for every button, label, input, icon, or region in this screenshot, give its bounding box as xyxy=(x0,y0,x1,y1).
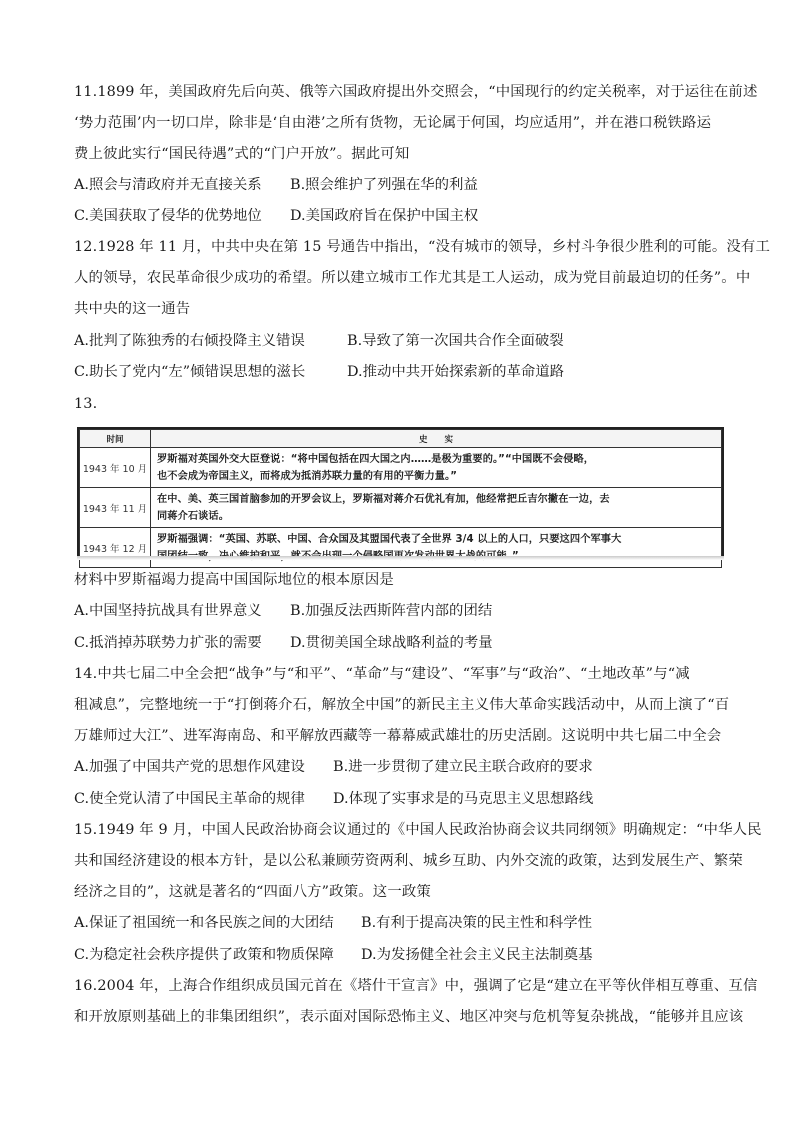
table-row xyxy=(80,528,722,568)
question-stem-line: 共和国经济建设的根本方针，是以公私兼顾劳资两利、城乡互助、内外交流的政策，达到发展生产、繁荣 xyxy=(74,853,743,869)
option-b[interactable]: B.加强反法西斯阵营内部的团结 xyxy=(290,603,493,619)
table-header-fact: 史 实 xyxy=(151,430,722,448)
fact-line: 罗斯福对英国外交大臣登说：“将中国包括在四大国之内……是极为重要的。”“中国既不会侵略， xyxy=(157,454,595,465)
option-a[interactable]: A.中国坚持抗战具有世界意义 xyxy=(74,603,262,619)
fact-line: 在中、美、英三国首脑参加的开罗会议上，罗斯福对蒋介石优礼有加，他经常把丘吉尔撇在一边，去 xyxy=(157,494,610,505)
question-stem-line: 共中央的这一通告 xyxy=(74,301,191,317)
option-d[interactable]: D.美国政府旨在保护中国主权 xyxy=(290,208,479,224)
question-stem-line: 11.1899 年，美国政府先后向英、俄等六国政府提出外交照会，“中国现行的约定关税率，对于运往在前述 xyxy=(74,84,758,100)
question-stem-line: 万雄师过大江”、进军海南岛、和平解放西藏等一幕幕威武雄壮的历史活剧。这说明中共七届二中全会 xyxy=(74,728,722,744)
option-a[interactable]: A.照会与清政府并无直接关系 xyxy=(74,177,262,193)
question-stem-line: 人的领导，农民革命很少成功的希望。所以建立城市工作尤其是工人运动，成为党目前最迫切的任务”。中 xyxy=(74,270,751,286)
history-facts-table xyxy=(77,427,724,558)
option-b[interactable]: B.进一步贯彻了建立民主联合政府的要求 xyxy=(333,759,593,775)
option-d[interactable]: D.贯彻美国全球战略利益的考量 xyxy=(290,635,493,651)
table-row xyxy=(80,448,722,488)
option-c[interactable]: C.为稳定社会秩序提供了政策和物质保障 xyxy=(74,947,334,963)
question-number: 13. xyxy=(74,396,98,412)
table-header-time: 时间 xyxy=(80,430,151,448)
fact-line: 也不会成为帝国主义，而将成为抵消苏联力量的有用的平衡力量。” xyxy=(157,471,458,482)
table-row xyxy=(80,488,722,528)
question-stem-line: ‘势力范围’内一切口岸，除非是‘自由港’之所有货物，无论属于何国，均应适用”，并在港口税铁路运 xyxy=(74,115,712,131)
option-c[interactable]: C.抵消掉苏联势力扩张的需要 xyxy=(74,635,262,651)
question-stem-line: 经济之目的”，这就是著名的“四面八方”政策。这一政策 xyxy=(74,884,431,900)
question-stem-line: 14.中共七届二中全会把“战争”与“和平”、“革命”与“建设”、“军事”与“政治”、“土地改革”与“减 xyxy=(74,666,690,682)
option-d[interactable]: D.体现了实事求是的马克思主义思想路线 xyxy=(333,791,594,807)
fact-line: 同蒋介石谈话。 xyxy=(157,511,230,522)
question-stem-line: 和开放原则基础上的非集团组织”，表示面对国际恐怖主义、地区冲突与危机等复杂挑战，“能够并且应该 xyxy=(74,1009,744,1025)
option-b[interactable]: B.导致了第一次国共合作全面破裂 xyxy=(347,333,564,349)
table-header-row xyxy=(80,430,722,448)
option-d[interactable]: D.为发扬健全社会主义民主法制奠基 xyxy=(361,947,593,963)
option-a[interactable]: A.保证了祖国统一和各民族之间的大团结 xyxy=(74,915,334,931)
question-stem-line: 费上彼此实行“国民待遇”式的“门户开放”。据此可知 xyxy=(74,146,410,162)
table-cell-fact xyxy=(151,528,722,568)
table-cell-time: 1943 年 11 月 xyxy=(80,488,151,528)
table-cell-fact xyxy=(151,448,722,488)
option-b[interactable]: B.有利于提高决策的民主性和科学性 xyxy=(361,915,593,931)
option-c[interactable]: C.使全党认清了中国民主革命的规律 xyxy=(74,791,305,807)
table-cell-time: 1943 年 10 月 xyxy=(80,448,151,488)
option-a[interactable]: A.批判了陈独秀的右倾投降主义错误 xyxy=(74,333,305,349)
question-stem-line: 12.1928 年 11 月，中共中央在第 15 号通告中指出，“没有城市的领导，乡村斗争很少胜利的可能。没有工 xyxy=(74,239,770,255)
option-c[interactable]: C.助长了党内“左”倾错误思想的滋长 xyxy=(74,364,306,380)
option-c[interactable]: C.美国获取了侵华的优势地位 xyxy=(74,208,262,224)
question-stem-line: 15.1949 年 9 月，中国人民政治协商会议通过的《中国人民政治协商会议共同纲领》明确规定：“中华人民 xyxy=(74,822,762,838)
option-a[interactable]: A.加强了中国共产党的思想作风建设 xyxy=(74,759,305,775)
table-cell-fact xyxy=(151,488,722,528)
question-stem-line: 租减息”，完整地统一于“打倒蒋介石，解放全中国”的新民主主义伟大革命实践活动中，从而上演了“百 xyxy=(74,697,730,713)
scan-shadow xyxy=(77,556,724,560)
question-stem-line: 材料中罗斯福竭力提高中国国际地位的根本原因是 xyxy=(74,572,394,588)
table-cell-time: 1943 年 12 月 xyxy=(80,528,151,568)
question-stem-line: 16.2004 年，上海合作组织成员国元首在《塔什干宣言》中，强调了它是“建立在平等伙伴相互尊重、互信 xyxy=(74,978,758,994)
option-d[interactable]: D.推动中共开始探索新的革命道路 xyxy=(347,364,565,380)
option-b[interactable]: B.照会维护了列强在华的利益 xyxy=(290,177,478,193)
fact-line: 罗斯福强调：“英国、苏联、中国、合众国及其盟国代表了全世界 3/4 以上的人口，只要这四个军事大 xyxy=(157,534,622,545)
